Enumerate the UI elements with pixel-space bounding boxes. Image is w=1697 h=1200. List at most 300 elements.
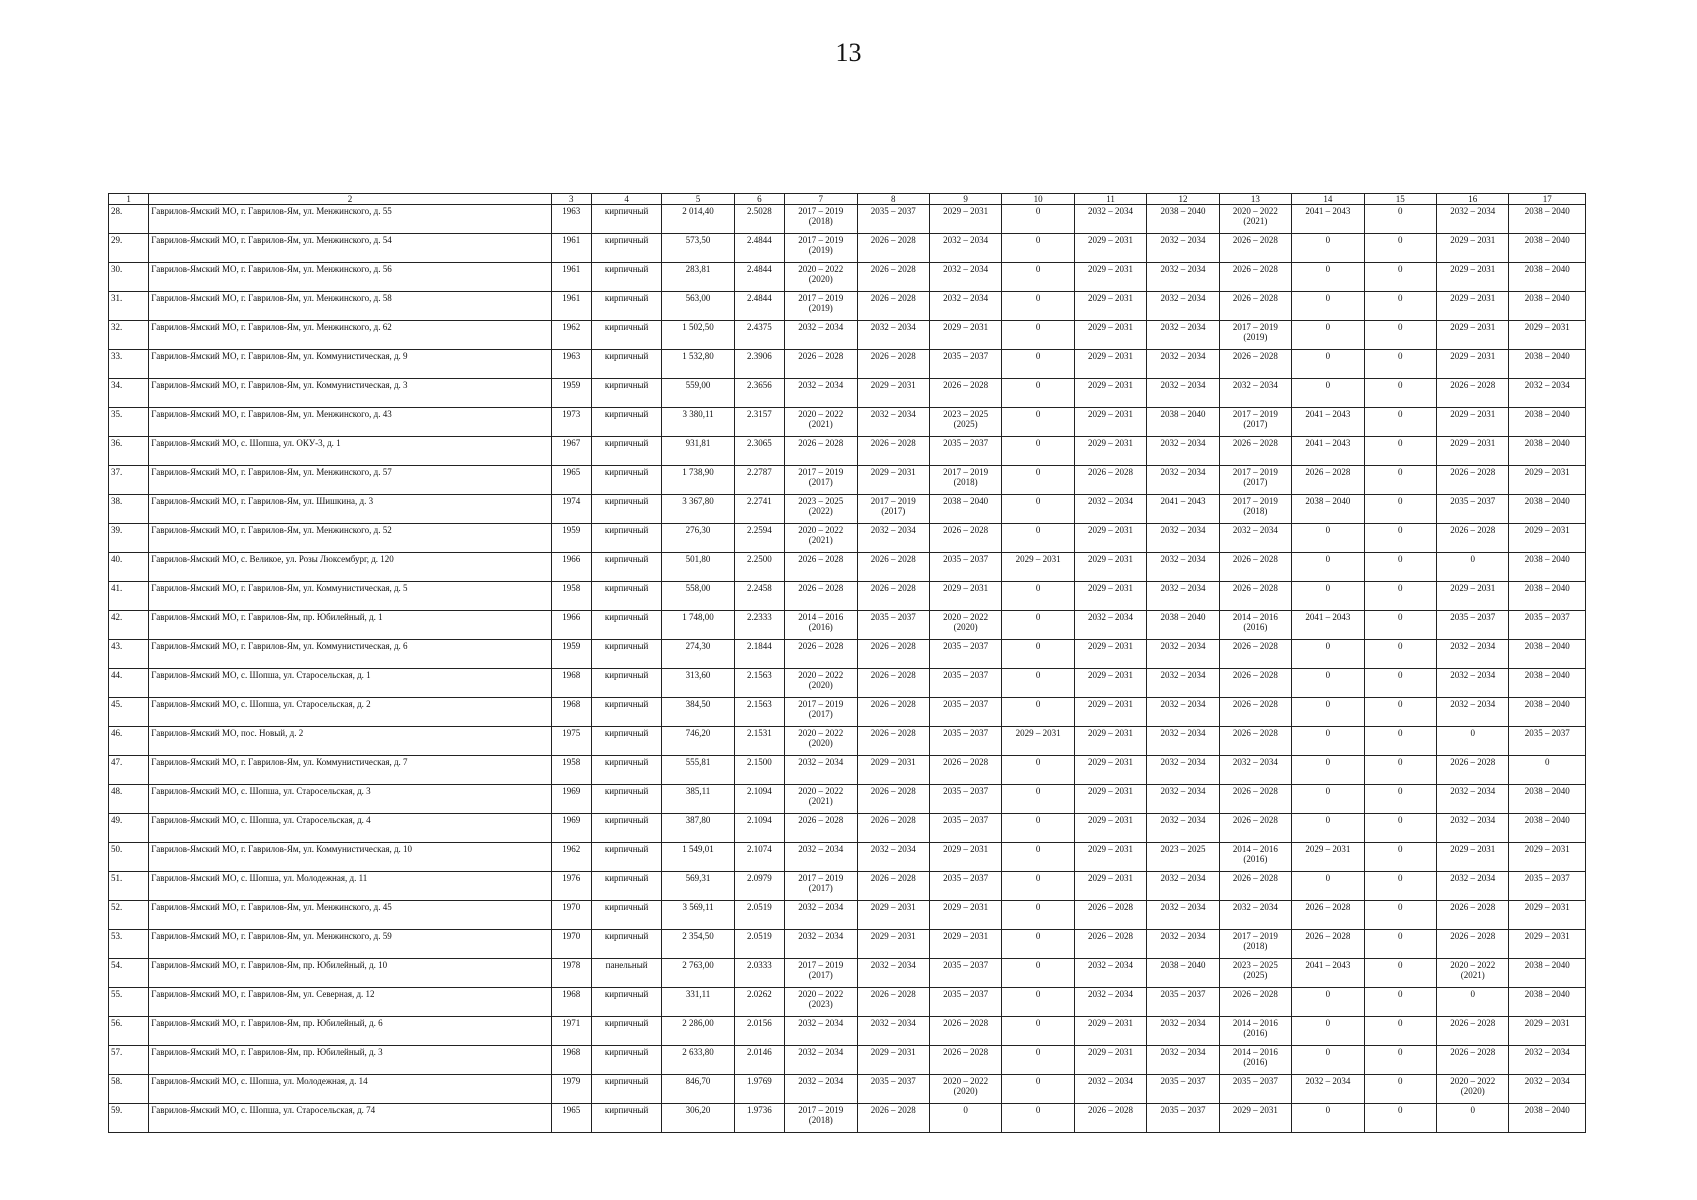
cell-line: 2029 – 2031 xyxy=(1088,699,1134,709)
table-cell xyxy=(1219,1046,1291,1075)
table-cell xyxy=(785,640,857,669)
table-cell xyxy=(1292,785,1364,814)
table-cell: 3 380,11 xyxy=(662,408,734,437)
table-cell: 2.0146 xyxy=(734,1046,784,1075)
table-cell xyxy=(929,321,1001,350)
cell-line: (2018) xyxy=(808,216,833,226)
table-cell xyxy=(1509,1046,1586,1075)
cell-line: 2032 – 2034 xyxy=(1160,583,1206,593)
table-cell: кирпичный xyxy=(591,379,661,408)
table-cell: 387,80 xyxy=(662,814,734,843)
cell-line: 0 xyxy=(1035,467,1041,477)
table-row xyxy=(109,205,1586,234)
table-cell: Гаврилов-Ямский МО, г. Гаврилов-Ям, ул. Коммунистическая, д. 7 xyxy=(149,756,551,785)
cell-line: 0 xyxy=(1035,1076,1041,1086)
column-header: 3 xyxy=(551,194,591,205)
column-header: 14 xyxy=(1292,194,1364,205)
table-cell: 2 286,00 xyxy=(662,1017,734,1046)
cell-line: 2038 – 2040 xyxy=(1160,206,1206,216)
cell-line: 2041 – 2043 xyxy=(1305,438,1351,448)
cell-line: 0 xyxy=(1398,699,1403,709)
table-row xyxy=(109,814,1586,843)
cell-line: 2026 – 2028 xyxy=(1450,467,1496,477)
table-cell xyxy=(857,234,929,263)
table-cell: Гаврилов-Ямский МО, г. Гаврилов-Ям, ул. Менжинского, д. 59 xyxy=(149,930,551,959)
cell-line: 0 xyxy=(1398,467,1403,477)
column-header: 17 xyxy=(1509,194,1586,205)
table-cell xyxy=(1292,611,1364,640)
table-cell: 573,50 xyxy=(662,234,734,263)
cell-line: 2032 – 2034 xyxy=(798,902,844,912)
cell-line: 0 xyxy=(1325,322,1331,332)
cell-line: 2026 – 2028 xyxy=(1450,1047,1496,1057)
cell-line: 2023 – 2025 xyxy=(943,409,989,419)
cell-line: 2029 – 2031 xyxy=(1088,670,1134,680)
cell-line: 0 xyxy=(1325,293,1331,303)
cell-line: 2020 – 2022 xyxy=(1450,1076,1496,1086)
table-cell: 2.0156 xyxy=(734,1017,784,1046)
page-number: 13 xyxy=(835,38,862,67)
table-cell xyxy=(785,1046,857,1075)
table-cell xyxy=(1509,466,1586,495)
table-cell: 34. xyxy=(109,379,149,408)
cell-line: 0 xyxy=(1035,264,1041,274)
table-cell: кирпичный xyxy=(591,756,661,785)
cell-line: 2026 – 2028 xyxy=(1232,438,1278,448)
table-row xyxy=(109,843,1586,872)
table-cell xyxy=(1364,698,1436,727)
cell-line: 2038 – 2040 xyxy=(1524,554,1570,564)
cell-line: 2026 – 2028 xyxy=(943,1047,989,1057)
cell-line: 2032 – 2034 xyxy=(798,931,844,941)
cell-line: (2021) xyxy=(808,419,833,429)
table-cell xyxy=(929,901,1001,930)
cell-line: 2032 – 2034 xyxy=(1232,757,1278,767)
table-cell xyxy=(929,988,1001,1017)
cell-line: 0 xyxy=(1325,873,1331,883)
cell-line: 2026 – 2028 xyxy=(1232,641,1278,651)
cell-line: 0 xyxy=(1035,322,1041,332)
cell-line: 0 xyxy=(1398,438,1403,448)
table-cell: 1 738,90 xyxy=(662,466,734,495)
table-cell xyxy=(1219,988,1291,1017)
cell-line: 2032 – 2034 xyxy=(943,235,989,245)
cell-line: 2029 – 2031 xyxy=(1088,554,1134,564)
cell-line: 2035 – 2037 xyxy=(1524,612,1570,622)
table-cell: 1971 xyxy=(551,1017,591,1046)
table-cell xyxy=(1292,582,1364,611)
table-cell: кирпичный xyxy=(591,437,661,466)
table-cell xyxy=(857,437,929,466)
table-cell xyxy=(1147,756,1219,785)
table-cell xyxy=(1509,234,1586,263)
cell-line: 2032 – 2034 xyxy=(1232,525,1278,535)
table-cell xyxy=(857,466,929,495)
table-cell: Гаврилов-Ямский МО, с. Шопша, ул. Старосельская, д. 74 xyxy=(149,1104,551,1133)
table-cell xyxy=(1002,234,1074,263)
table-cell xyxy=(1002,553,1074,582)
table-cell xyxy=(1074,959,1146,988)
table-cell xyxy=(1219,1104,1291,1133)
cell-line: 2026 – 2028 xyxy=(1232,699,1278,709)
table-cell xyxy=(857,930,929,959)
table-cell xyxy=(1437,495,1509,524)
table-cell xyxy=(929,872,1001,901)
cell-line: 0 xyxy=(1325,699,1331,709)
table-cell: 2.5028 xyxy=(734,205,784,234)
cell-line: 2026 – 2028 xyxy=(1232,873,1278,883)
table-cell xyxy=(1074,611,1146,640)
cell-line: 2032 – 2034 xyxy=(1450,699,1496,709)
table-cell xyxy=(1002,843,1074,872)
cell-line: 0 xyxy=(1035,583,1041,593)
cell-line: 2020 – 2022 xyxy=(1232,206,1278,216)
cell-line: 2026 – 2028 xyxy=(1088,931,1134,941)
table-cell xyxy=(1002,1046,1074,1075)
table-cell: 39. xyxy=(109,524,149,553)
cell-line: 2029 – 2031 xyxy=(943,206,989,216)
cell-line: 2029 – 2031 xyxy=(1232,1105,1278,1115)
cell-line: (2019) xyxy=(1243,332,1268,342)
table-cell xyxy=(1219,611,1291,640)
cell-line: 2035 – 2037 xyxy=(943,699,989,709)
table-cell xyxy=(785,524,857,553)
table-cell: 2.1563 xyxy=(734,698,784,727)
table-cell: 2.2458 xyxy=(734,582,784,611)
table-cell: 274,30 xyxy=(662,640,734,669)
table-cell: Гаврилов-Ямский МО, г. Гаврилов-Ям, ул. Менжинского, д. 52 xyxy=(149,524,551,553)
table-cell xyxy=(1147,785,1219,814)
table-cell xyxy=(1509,408,1586,437)
cell-line: 0 xyxy=(1035,641,1041,651)
table-cell xyxy=(1147,669,1219,698)
table-cell: 331,11 xyxy=(662,988,734,1017)
cell-line: 2026 – 2028 xyxy=(1450,380,1496,390)
cell-line: (2018) xyxy=(953,477,978,487)
cell-line: 2032 – 2034 xyxy=(1160,931,1206,941)
table-cell: кирпичный xyxy=(591,234,661,263)
table-cell xyxy=(1147,263,1219,292)
cell-line: 2026 – 2028 xyxy=(1450,525,1496,535)
table-cell xyxy=(1364,379,1436,408)
table-cell xyxy=(1509,379,1586,408)
table-cell xyxy=(1509,553,1586,582)
table-cell: кирпичный xyxy=(591,1104,661,1133)
table-cell: Гаврилов-Ямский МО, г. Гаврилов-Ям, пр. Юбилейный, д. 6 xyxy=(149,1017,551,1046)
table-cell xyxy=(1002,785,1074,814)
cell-line: 0 xyxy=(1325,235,1331,245)
cell-line: 2026 – 2028 xyxy=(798,583,844,593)
cell-line: 2032 – 2034 xyxy=(1088,1076,1134,1086)
table-cell xyxy=(1002,727,1074,756)
cell-line: 2026 – 2028 xyxy=(1232,293,1278,303)
cell-line: 2026 – 2028 xyxy=(1232,670,1278,680)
cell-line: 2032 – 2034 xyxy=(1450,815,1496,825)
table-cell: Гаврилов-Ямский МО, с. Шопша, ул. Старосельская, д. 2 xyxy=(149,698,551,727)
table-cell xyxy=(1364,582,1436,611)
table-cell: 276,30 xyxy=(662,524,734,553)
cell-line: 2041 – 2043 xyxy=(1305,409,1351,419)
table-row xyxy=(109,988,1586,1017)
cell-line: 0 xyxy=(1035,206,1041,216)
table-cell xyxy=(1074,814,1146,843)
table-cell xyxy=(1509,669,1586,698)
cell-line: 2029 – 2031 xyxy=(1088,1018,1134,1028)
cell-line: 2029 – 2031 xyxy=(1088,380,1134,390)
table-cell: 37. xyxy=(109,466,149,495)
cell-line: 0 xyxy=(1035,351,1041,361)
table-cell: 283,81 xyxy=(662,263,734,292)
table-cell: 36. xyxy=(109,437,149,466)
table-cell xyxy=(1437,321,1509,350)
cell-line: 2029 – 2031 xyxy=(943,844,989,854)
cell-line: 2026 – 2028 xyxy=(1232,728,1278,738)
cell-line: (2018) xyxy=(1243,506,1268,516)
cell-line: 2026 – 2028 xyxy=(1088,902,1134,912)
cell-line: 2041 – 2043 xyxy=(1305,960,1351,970)
table-cell xyxy=(1509,350,1586,379)
table-cell xyxy=(1147,959,1219,988)
cell-line: 0 xyxy=(1035,380,1041,390)
table-cell xyxy=(1074,437,1146,466)
table-cell xyxy=(1074,466,1146,495)
table-cell xyxy=(1147,495,1219,524)
table-cell: Гаврилов-Ямский МО, г. Гаврилов-Ям, ул. Коммунистическая, д. 10 xyxy=(149,843,551,872)
table-cell xyxy=(929,814,1001,843)
table-cell xyxy=(857,1104,929,1133)
table-cell xyxy=(1002,437,1074,466)
table-cell: Гаврилов-Ямский МО, г. Гаврилов-Ям, ул. Северная, д. 12 xyxy=(149,988,551,1017)
cell-line: 0 xyxy=(1325,351,1331,361)
cell-line: 2029 – 2031 xyxy=(943,322,989,332)
column-header: 13 xyxy=(1219,194,1291,205)
table-cell xyxy=(1074,379,1146,408)
cell-line: 2032 – 2034 xyxy=(1160,293,1206,303)
cell-line: 2032 – 2034 xyxy=(798,322,844,332)
table-cell: 1.9769 xyxy=(734,1075,784,1104)
table-cell: кирпичный xyxy=(591,901,661,930)
table-cell xyxy=(785,843,857,872)
table-cell xyxy=(929,611,1001,640)
table-cell xyxy=(1002,611,1074,640)
cell-line: 0 xyxy=(1325,670,1331,680)
table-cell xyxy=(1074,495,1146,524)
table-cell: 31. xyxy=(109,292,149,321)
cell-line: (2017) xyxy=(808,970,833,980)
table-cell xyxy=(1292,1104,1364,1133)
table-cell xyxy=(1292,698,1364,727)
cell-line: 2038 – 2040 xyxy=(1524,670,1570,680)
table-cell xyxy=(785,263,857,292)
table-cell: 1968 xyxy=(551,698,591,727)
cell-line: 2032 – 2034 xyxy=(1160,1047,1206,1057)
table-cell xyxy=(857,785,929,814)
cell-line: 0 xyxy=(1398,206,1403,216)
table-cell xyxy=(785,495,857,524)
table-cell xyxy=(1509,872,1586,901)
table-cell: Гаврилов-Ямский МО, пос. Новый, д. 2 xyxy=(149,727,551,756)
table-cell: кирпичный xyxy=(591,292,661,321)
table-row xyxy=(109,408,1586,437)
table-cell: 2.1563 xyxy=(734,669,784,698)
cell-line: 2032 – 2034 xyxy=(1160,264,1206,274)
table-cell xyxy=(1219,698,1291,727)
table-cell xyxy=(1437,814,1509,843)
table-cell xyxy=(857,814,929,843)
table-cell: 33. xyxy=(109,350,149,379)
cell-line: 2026 – 2028 xyxy=(870,728,916,738)
table-row xyxy=(109,553,1586,582)
table-cell xyxy=(1292,1075,1364,1104)
cell-line: 0 xyxy=(1035,612,1041,622)
table-cell: 30. xyxy=(109,263,149,292)
table-cell xyxy=(785,466,857,495)
table-cell xyxy=(1292,553,1364,582)
table-cell: кирпичный xyxy=(591,553,661,582)
table-row xyxy=(109,611,1586,640)
table-body xyxy=(109,205,1586,1133)
cell-line: 2020 – 2022 xyxy=(798,264,844,274)
table-cell xyxy=(1002,1017,1074,1046)
table-cell xyxy=(785,785,857,814)
table-cell: кирпичный xyxy=(591,727,661,756)
cell-line: 2035 – 2037 xyxy=(1160,989,1206,999)
cell-line: 2023 – 2025 xyxy=(798,496,844,506)
cell-line: 2026 – 2028 xyxy=(1232,786,1278,796)
table-cell: 2.0333 xyxy=(734,959,784,988)
table-cell xyxy=(857,292,929,321)
table-cell xyxy=(785,727,857,756)
table-cell xyxy=(857,379,929,408)
cell-line: 0 xyxy=(1398,235,1403,245)
table-cell: кирпичный xyxy=(591,350,661,379)
cell-line: 2038 – 2040 xyxy=(1524,206,1570,216)
cell-line: 2035 – 2037 xyxy=(943,351,989,361)
table-cell xyxy=(857,524,929,553)
table-cell xyxy=(1219,292,1291,321)
cell-line: 2026 – 2028 xyxy=(870,438,916,448)
table-cell: 2 354,50 xyxy=(662,930,734,959)
cell-line: 0 xyxy=(1035,873,1041,883)
table-cell: 35. xyxy=(109,408,149,437)
table-cell xyxy=(929,379,1001,408)
table-cell xyxy=(1509,611,1586,640)
table-cell xyxy=(1147,466,1219,495)
cell-line: 0 xyxy=(1398,931,1403,941)
cell-line: 2035 – 2037 xyxy=(943,641,989,651)
table-cell xyxy=(1002,582,1074,611)
cell-line: 2038 – 2040 xyxy=(1524,438,1570,448)
cell-line: 2026 – 2028 xyxy=(1232,583,1278,593)
cell-line: 2035 – 2037 xyxy=(1160,1105,1206,1115)
table-cell: 313,60 xyxy=(662,669,734,698)
table-cell xyxy=(1437,988,1509,1017)
table-cell: 2.1844 xyxy=(734,640,784,669)
table-cell xyxy=(1147,553,1219,582)
cell-line: 2026 – 2028 xyxy=(1450,1018,1496,1028)
cell-line: 2035 – 2037 xyxy=(943,438,989,448)
table-cell: кирпичный xyxy=(591,872,661,901)
cell-line: 2026 – 2028 xyxy=(943,525,989,535)
table-cell: 2 633,80 xyxy=(662,1046,734,1075)
table-cell: 49. xyxy=(109,814,149,843)
table-cell: кирпичный xyxy=(591,495,661,524)
table-cell xyxy=(1219,553,1291,582)
cell-line: (2017) xyxy=(1243,419,1268,429)
table-cell xyxy=(1219,524,1291,553)
table-cell xyxy=(1509,582,1586,611)
table-cell xyxy=(929,930,1001,959)
table-cell xyxy=(1437,901,1509,930)
cell-line: 2032 – 2034 xyxy=(798,380,844,390)
table-cell xyxy=(857,959,929,988)
cell-line: 0 xyxy=(1325,815,1331,825)
cell-line: 2029 – 2031 xyxy=(870,467,916,477)
table-cell: Гаврилов-Ямский МО, г. Гаврилов-Ям, ул. Коммунистическая, д. 6 xyxy=(149,640,551,669)
cell-line: 0 xyxy=(1470,1105,1475,1115)
cell-line: 2029 – 2031 xyxy=(1088,409,1134,419)
cell-line: 0 xyxy=(1398,583,1403,593)
cell-line: 2026 – 2028 xyxy=(1232,815,1278,825)
cell-line: 2035 – 2037 xyxy=(943,786,989,796)
table-cell xyxy=(1437,408,1509,437)
table-cell xyxy=(1074,1046,1146,1075)
table-cell xyxy=(785,1104,857,1133)
table-cell xyxy=(1292,263,1364,292)
cell-line: 2017 – 2019 xyxy=(1232,409,1278,419)
cell-line: 2026 – 2028 xyxy=(943,380,989,390)
table-cell: 2.3906 xyxy=(734,350,784,379)
table-cell: 1.9736 xyxy=(734,1104,784,1133)
cell-line: 2026 – 2028 xyxy=(943,757,989,767)
cell-line: 2026 – 2028 xyxy=(798,815,844,825)
table-cell xyxy=(1147,524,1219,553)
table-cell: Гаврилов-Ямский МО, г. Гаврилов-Ям, ул. Коммунистическая, д. 3 xyxy=(149,379,551,408)
cell-line: 2032 – 2034 xyxy=(1160,235,1206,245)
table-cell: 43. xyxy=(109,640,149,669)
table-cell: 1969 xyxy=(551,785,591,814)
table-cell: кирпичный xyxy=(591,1017,661,1046)
table-cell xyxy=(1292,350,1364,379)
table-cell: 1 549,01 xyxy=(662,843,734,872)
table-cell xyxy=(1074,901,1146,930)
table-cell: кирпичный xyxy=(591,205,661,234)
cell-line: 0 xyxy=(1325,1047,1331,1057)
table-cell: Гаврилов-Ямский МО, г. Гаврилов-Ям, ул. Менжинского, д. 43 xyxy=(149,408,551,437)
table-cell: Гаврилов-Ямский МО, г. Гаврилов-Ям, ул. Менжинского, д. 55 xyxy=(149,205,551,234)
table-cell: 47. xyxy=(109,756,149,785)
table-row xyxy=(109,698,1586,727)
table-cell xyxy=(1002,408,1074,437)
register-table xyxy=(108,193,1586,1133)
cell-line: 0 xyxy=(1398,496,1403,506)
cell-line: 2032 – 2034 xyxy=(1450,873,1496,883)
cell-line: 2026 – 2028 xyxy=(870,1105,916,1115)
cell-line: (2019) xyxy=(808,303,833,313)
table-cell xyxy=(1292,495,1364,524)
table-cell: 2.1500 xyxy=(734,756,784,785)
table-row xyxy=(109,1017,1586,1046)
cell-line: 2026 – 2028 xyxy=(798,438,844,448)
cell-line: 2029 – 2031 xyxy=(1088,815,1134,825)
table-cell xyxy=(785,437,857,466)
cell-line: 2035 – 2037 xyxy=(943,873,989,883)
cell-line: 2038 – 2040 xyxy=(1524,583,1570,593)
table-row xyxy=(109,379,1586,408)
table-cell xyxy=(857,640,929,669)
table-cell xyxy=(1292,1017,1364,1046)
column-header: 16 xyxy=(1437,194,1509,205)
